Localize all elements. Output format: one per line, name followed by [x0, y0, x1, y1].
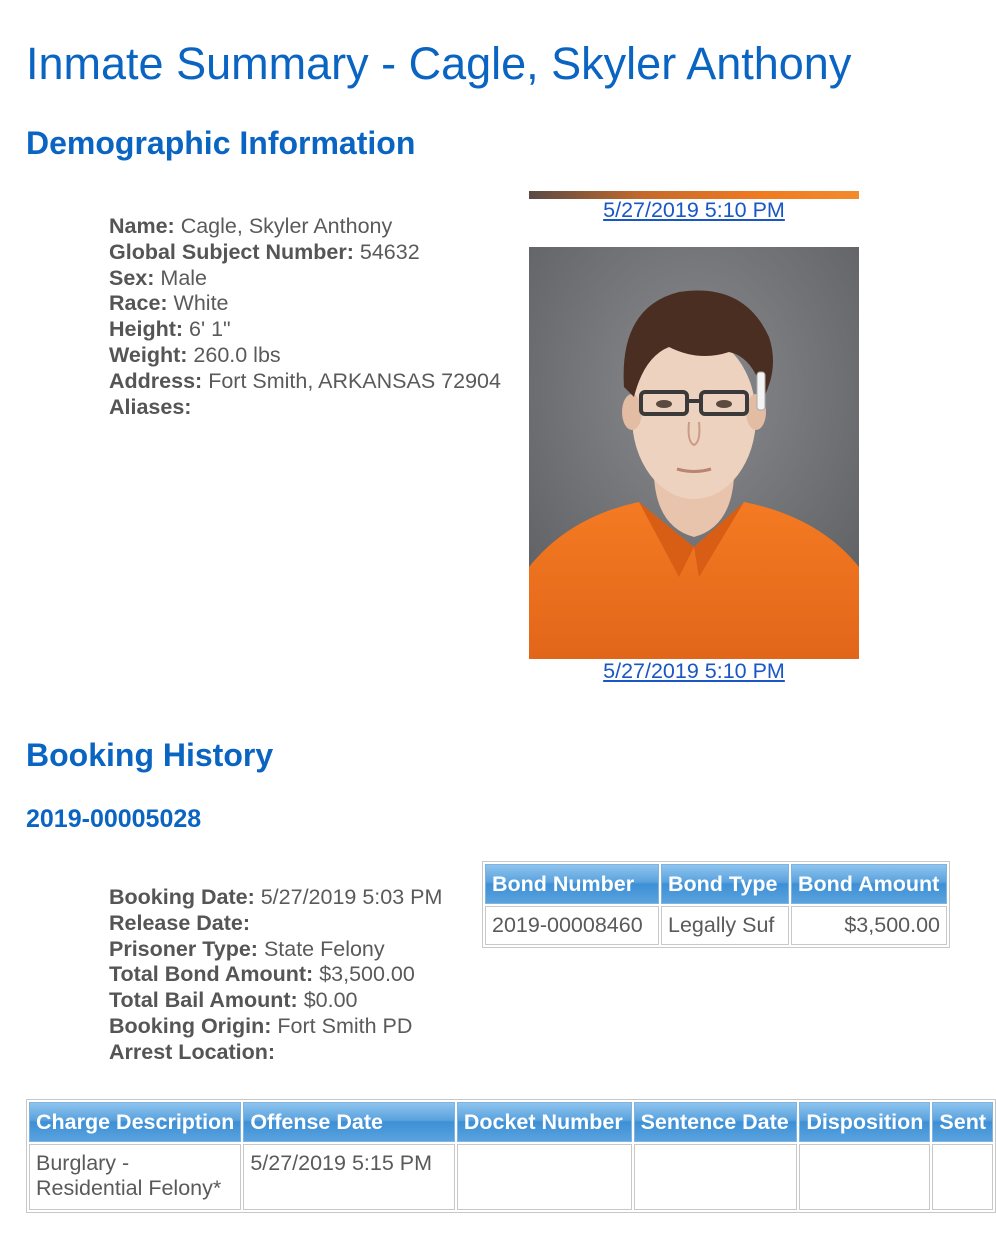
- demographics-heading: Demographic Information: [26, 125, 416, 161]
- field-value: Fort Smith, ARKANSAS 72904: [208, 368, 501, 393]
- field-total-bail-amount: [109, 988, 442, 1014]
- sentence-cell: [932, 1144, 993, 1210]
- booking-number: 2019-00005028: [26, 805, 202, 833]
- sentence-date-header[interactable]: Sentence Date: [634, 1102, 798, 1142]
- field-label: Total Bond Amount:: [109, 962, 314, 987]
- charge-description-header[interactable]: Charge Description: [29, 1102, 241, 1142]
- field-value: 6' 1": [189, 317, 231, 342]
- field-label: Aliases:: [109, 394, 192, 419]
- field-release-date: [109, 911, 442, 937]
- field-booking-date: [109, 885, 442, 911]
- docket-number-cell: [457, 1144, 632, 1210]
- field-name: [109, 214, 501, 240]
- sentence-header[interactable]: Sent: [932, 1102, 993, 1142]
- field-label: Global Subject Number:: [109, 239, 354, 264]
- field-prisoner-type: [109, 937, 442, 963]
- table-row: [29, 1144, 993, 1210]
- field-booking-origin: [109, 1014, 442, 1040]
- bond-number-header[interactable]: Bond Number: [485, 864, 659, 904]
- field-address: [109, 369, 501, 395]
- offense-date-header[interactable]: Offense Date: [243, 1102, 455, 1142]
- field-value: White: [173, 291, 229, 316]
- field-label: Arrest Location:: [109, 1039, 276, 1064]
- charge-description-cell: Burglary - Residential Felony*: [29, 1144, 241, 1210]
- booking-fields: [109, 885, 442, 1066]
- bond-amount-header[interactable]: Bond Amount: [791, 864, 947, 904]
- field-label: Name:: [109, 214, 175, 238]
- photo-date-link-2[interactable]: 5/27/2019 5:10 PM: [603, 659, 785, 683]
- field-label: Booking Origin:: [109, 1013, 272, 1038]
- field-aliases: [109, 395, 501, 421]
- field-value: 260.0 lbs: [193, 342, 281, 367]
- field-value: 54632: [359, 239, 420, 264]
- booking-history-heading: Booking History: [26, 737, 274, 773]
- bond-amount-cell: $3,500.00: [791, 906, 947, 945]
- table-row: [485, 906, 947, 945]
- field-label: Total Bail Amount:: [109, 988, 298, 1013]
- field-value: $3,500.00: [319, 962, 415, 987]
- field-height: [109, 317, 501, 343]
- field-label: Release Date:: [109, 910, 251, 935]
- charges-table-header-row: [29, 1102, 993, 1142]
- disposition-header[interactable]: Disposition: [799, 1102, 930, 1142]
- field-value: $0.00: [303, 988, 358, 1013]
- field-label: Address:: [109, 368, 203, 393]
- field-race: [109, 291, 501, 317]
- field-label: Sex:: [109, 265, 155, 290]
- bond-table-header-row: [485, 864, 947, 904]
- field-label: Weight:: [109, 342, 188, 367]
- page-title: Inmate Summary - Cagle, Skyler Anthony: [26, 38, 852, 89]
- sentence-date-cell: [634, 1144, 798, 1210]
- field-value: Male: [160, 265, 208, 290]
- bond-number-cell: 2019-00008460: [485, 906, 659, 945]
- photo-date-link-1[interactable]: 5/27/2019 5:10 PM: [603, 198, 785, 222]
- field-total-bond-amount: [109, 962, 442, 988]
- offense-date-cell: 5/27/2019 5:15 PM: [243, 1144, 455, 1210]
- field-sex: [109, 266, 501, 292]
- mugshot-illustration: [529, 247, 859, 659]
- field-label: Booking Date:: [109, 885, 255, 909]
- mugshot-photo[interactable]: [529, 247, 859, 659]
- bond-type-header[interactable]: Bond Type: [661, 864, 789, 904]
- field-value: 5/27/2019 5:03 PM: [260, 885, 443, 909]
- field-value: State Felony: [263, 936, 385, 961]
- field-arrest-location: [109, 1040, 442, 1066]
- demographics-fields: [109, 214, 501, 420]
- field-label: Height:: [109, 317, 184, 342]
- field-label: Prisoner Type:: [109, 936, 258, 961]
- field-value: Fort Smith PD: [277, 1013, 413, 1038]
- field-label: Race:: [109, 291, 168, 316]
- field-global-subject-number: [109, 240, 501, 266]
- disposition-cell: [799, 1144, 930, 1210]
- bond-type-cell: Legally Suf: [661, 906, 789, 945]
- charges-table: [26, 1099, 996, 1213]
- field-value: Cagle, Skyler Anthony: [180, 214, 393, 238]
- docket-number-header[interactable]: Docket Number: [457, 1102, 632, 1142]
- bond-table: [482, 861, 950, 948]
- field-weight: [109, 343, 501, 369]
